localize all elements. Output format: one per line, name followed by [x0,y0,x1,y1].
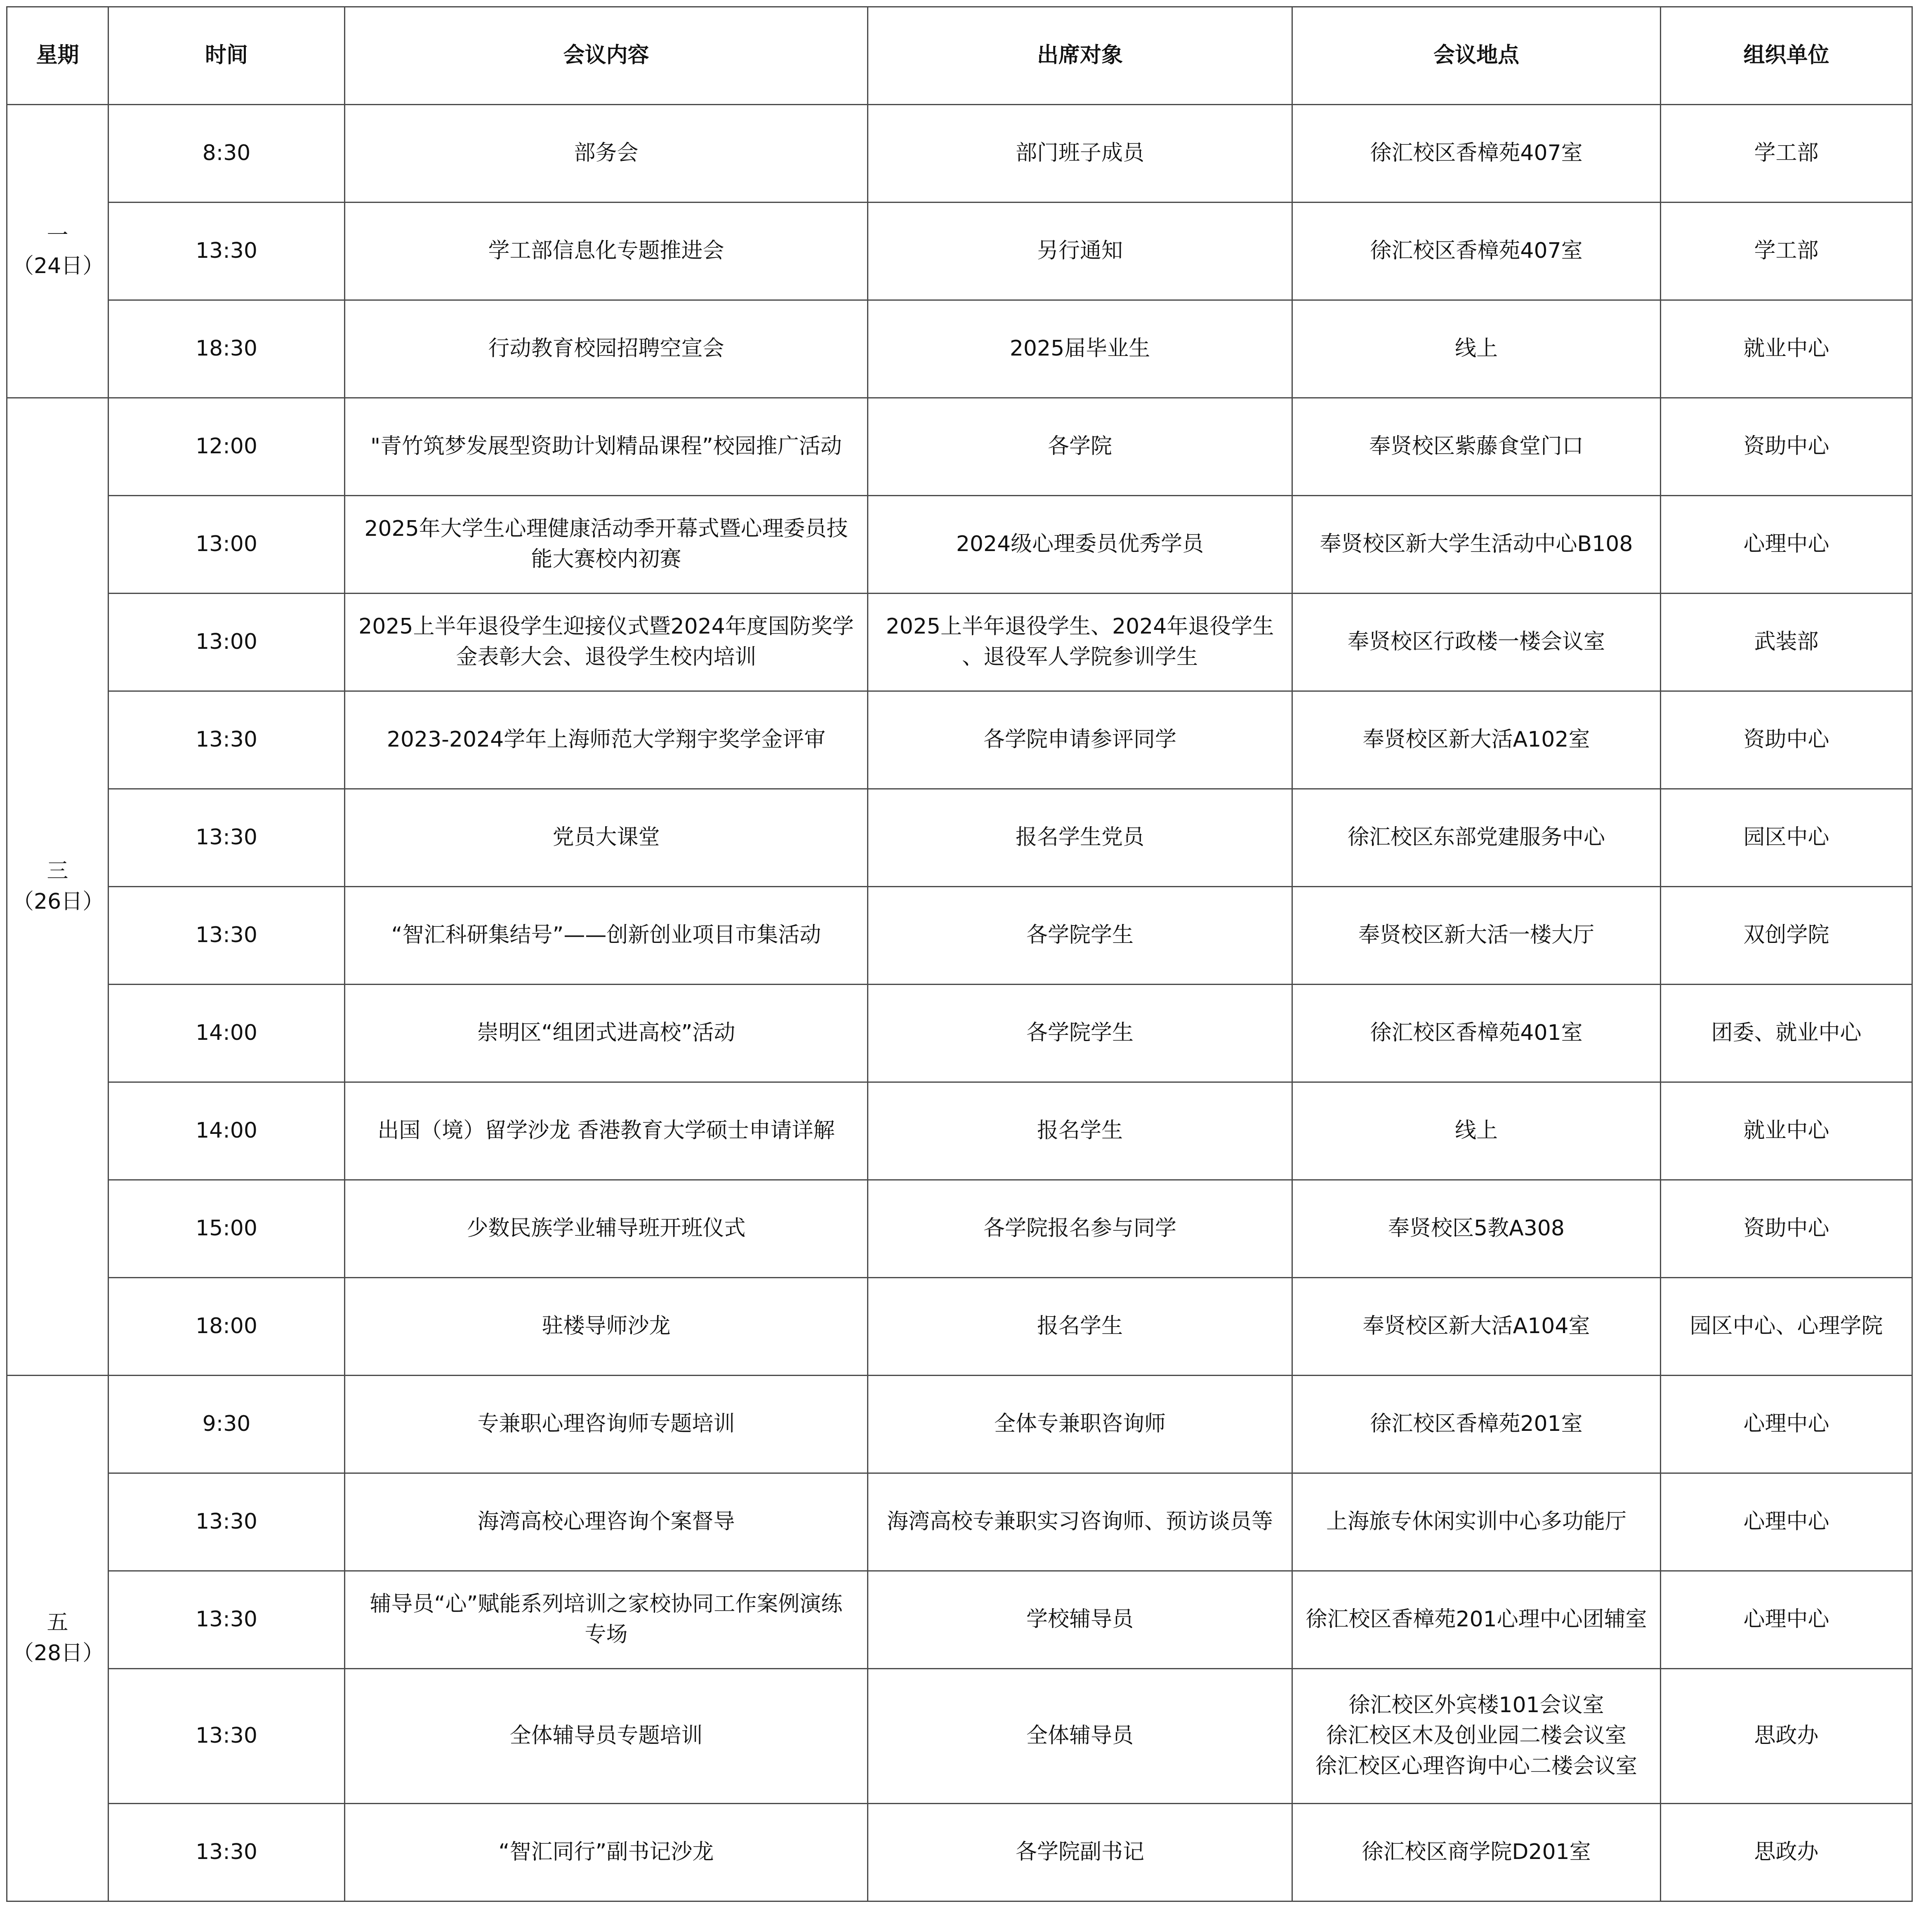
attendees-line: 另行通知 [1037,238,1123,264]
attendees-cell [868,398,1292,496]
location-line: 奉贤校区新大活一楼大厅 [1358,923,1594,948]
content-line: “智汇同行”副书记沙龙 [498,1840,714,1865]
attendees-cell [868,1180,1292,1278]
time-cell: 13:00 [108,594,345,691]
content-line: 部务会 [574,141,639,166]
attendees-line: 各学院学生 [1026,923,1134,948]
organizer-cell: 心理中心 [1661,1571,1912,1669]
location-cell [1292,398,1661,496]
attendees-cell [868,1669,1292,1804]
location-cell [1292,985,1661,1082]
location-cell [1292,1804,1661,1901]
header-time: 时间 [108,7,345,105]
content-line: 崇明区“组团式进高校”活动 [477,1020,735,1046]
content-line: 学工部信息化专题推进会 [488,238,724,264]
table-row [7,594,1912,691]
table-row [7,691,1912,789]
header-weekday: 星期 [7,7,108,105]
weekday-label: 五 [47,1610,68,1635]
content-cell [345,398,868,496]
table-row [7,300,1912,398]
content-cell [345,1571,868,1669]
location-line: 奉贤校区新大学生活动中心B108 [1320,532,1633,557]
content-cell [345,300,868,398]
organizer-cell: 就业中心 [1661,300,1912,398]
time-cell: 12:00 [108,398,345,496]
content-line: "青竹筑梦发展型资助计划精品课程”校园推广活动 [370,434,842,459]
content-line: 党员大课堂 [552,825,660,850]
content-line: 能大赛校内初赛 [531,547,681,572]
content-cell [345,887,868,985]
attendees-line: 报名学生 [1037,1118,1123,1143]
attendees-line: 全体辅导员 [1026,1723,1134,1748]
location-cell [1292,1376,1661,1473]
location-line: 徐汇校区东部党建服务中心 [1347,825,1605,850]
location-cell [1292,300,1661,398]
weekday-cell [7,398,108,1376]
attendees-cell [868,887,1292,985]
location-cell [1292,594,1661,691]
organizer-cell: 武装部 [1661,594,1912,691]
time-cell: 18:00 [108,1278,345,1376]
table-row [7,1082,1912,1180]
content-line: 金表彰大会、退役学生校内培训 [456,645,757,669]
table-row [7,1669,1912,1804]
location-line: 奉贤校区新大活A102室 [1362,727,1590,752]
time-cell: 13:30 [108,203,345,300]
weekday-cell [7,105,108,398]
location-line: 徐汇校区香樟苑407室 [1370,141,1583,166]
attendees-line: 各学院副书记 [1015,1840,1144,1865]
organizer-cell: 园区中心 [1661,789,1912,887]
attendees-cell [868,691,1292,789]
content-cell [345,1376,868,1473]
location-line: 徐汇校区香樟苑407室 [1370,238,1583,264]
time-cell: 8:30 [108,105,345,203]
content-line: 专场 [585,1622,628,1647]
content-line: 2023-2024学年上海师范大学翔宇奖学金评审 [387,727,826,752]
time-cell: 13:30 [108,789,345,887]
table-row [7,496,1912,594]
organizer-cell: 学工部 [1661,105,1912,203]
organizer-cell: 思政办 [1661,1804,1912,1901]
content-line: 2025年大学生心理健康活动季开幕式暨心理委员技 [364,516,848,542]
location-cell [1292,203,1661,300]
content-cell [345,691,868,789]
attendees-line: 各学院 [1047,434,1112,459]
attendees-line: 2025届毕业生 [1009,336,1150,361]
organizer-cell: 就业中心 [1661,1082,1912,1180]
schedule-body [7,105,1912,1901]
table-row [7,1473,1912,1571]
attendees-line: 报名学生党员 [1015,825,1144,850]
location-cell [1292,1180,1661,1278]
attendees-line: 2024级心理委员优秀学员 [956,532,1204,557]
attendees-cell [868,1473,1292,1571]
organizer-cell: 学工部 [1661,203,1912,300]
location-line: 奉贤校区5教A308 [1388,1216,1565,1241]
organizer-cell: 资助中心 [1661,398,1912,496]
weekday-label: 一 [47,223,68,248]
location-line: 线上 [1454,336,1498,361]
table-row [7,1278,1912,1376]
weekday-label: （26日） [12,889,104,914]
attendees-line: 2025上半年退役学生、2024年退役学生 [886,614,1274,639]
organizer-cell: 心理中心 [1661,1376,1912,1473]
time-cell: 13:30 [108,1473,345,1571]
attendees-line: 、退役军人学院参训学生 [962,645,1198,669]
attendees-cell [868,1804,1292,1901]
attendees-cell [868,300,1292,398]
attendees-line: 海湾高校专兼职实习咨询师、预访谈员等 [886,1509,1273,1534]
table-row [7,1804,1912,1901]
location-line: 徐汇校区心理咨询中心二楼会议室 [1315,1753,1637,1779]
content-cell [345,105,868,203]
organizer-cell: 心理中心 [1661,496,1912,594]
location-cell [1292,1571,1661,1669]
time-cell: 13:30 [108,1571,345,1669]
attendees-cell [868,105,1292,203]
content-cell [345,496,868,594]
weekday-cell [7,1376,108,1901]
weekday-label: （24日） [12,254,104,278]
content-line: 出国（境）留学沙龙 香港教育大学硕士申请详解 [377,1118,835,1143]
location-cell [1292,105,1661,203]
organizer-cell: 资助中心 [1661,691,1912,789]
location-cell [1292,1669,1661,1804]
attendees-cell [868,496,1292,594]
content-line: 海湾高校心理咨询个案督导 [477,1509,735,1534]
content-cell [345,1278,868,1376]
location-line: 上海旅专休闲实训中心多功能厅 [1326,1509,1626,1534]
attendees-line: 各学院申请参评同学 [983,727,1176,752]
header-organizer: 组织单位 [1661,7,1912,105]
attendees-line: 学校辅导员 [1026,1607,1134,1632]
content-cell [345,1669,868,1804]
content-line: 辅导员“心”赋能系列培训之家校协同工作案例演练 [370,1592,843,1617]
location-line: 线上 [1454,1118,1498,1143]
content-cell [345,1473,868,1571]
content-cell [345,1082,868,1180]
table-row [7,398,1912,496]
location-cell [1292,691,1661,789]
time-cell: 13:30 [108,1804,345,1901]
content-line: 2025上半年退役学生迎接仪式暨2024年度国防奖学 [358,614,854,639]
table-row [7,203,1912,300]
time-cell: 15:00 [108,1180,345,1278]
meeting-schedule-table [6,6,1913,1902]
attendees-cell [868,1278,1292,1376]
location-cell [1292,789,1661,887]
content-line: 全体辅导员专题培训 [509,1723,703,1748]
attendees-cell [868,985,1292,1082]
header-content: 会议内容 [345,7,868,105]
attendees-cell [868,1082,1292,1180]
table-row [7,985,1912,1082]
content-line: 驻楼导师沙龙 [542,1314,671,1339]
content-cell [345,1180,868,1278]
time-cell: 13:00 [108,496,345,594]
table-row [7,1376,1912,1473]
table-row [7,105,1912,203]
weekday-label: 三 [47,858,68,884]
time-cell: 13:30 [108,1669,345,1804]
attendees-cell [868,1571,1292,1669]
location-cell [1292,1473,1661,1571]
header-attendees: 出席对象 [868,7,1292,105]
time-cell: 13:30 [108,691,345,789]
location-line: 徐汇校区木及创业园二楼会议室 [1326,1723,1626,1748]
time-cell: 9:30 [108,1376,345,1473]
content-line: 行动教育校园招聘空宣会 [488,336,724,361]
location-line: 奉贤校区新大活A104室 [1362,1314,1590,1339]
header-row [7,7,1912,105]
table-row [7,1180,1912,1278]
location-line: 徐汇校区商学院D201室 [1362,1840,1591,1865]
location-cell [1292,1278,1661,1376]
content-cell [345,789,868,887]
content-line: “智汇科研集结号”——创新创业项目市集活动 [391,923,821,948]
location-line: 徐汇校区香樟苑201心理中心团辅室 [1306,1607,1647,1632]
weekday-label: （28日） [12,1641,104,1666]
attendees-line: 全体专兼职咨询师 [994,1411,1166,1437]
attendees-line: 报名学生 [1037,1314,1123,1339]
time-cell: 14:00 [108,985,345,1082]
content-line: 专兼职心理咨询师专题培训 [477,1411,735,1437]
location-line: 徐汇校区香樟苑401室 [1370,1020,1583,1046]
location-cell [1292,496,1661,594]
organizer-cell: 双创学院 [1661,887,1912,985]
organizer-cell: 团委、就业中心 [1661,985,1912,1082]
content-cell [345,203,868,300]
organizer-cell: 资助中心 [1661,1180,1912,1278]
organizer-cell: 心理中心 [1661,1473,1912,1571]
organizer-cell: 思政办 [1661,1669,1912,1804]
attendees-cell [868,594,1292,691]
time-cell: 18:30 [108,300,345,398]
location-line: 奉贤校区行政楼一楼会议室 [1347,629,1605,655]
content-line: 少数民族学业辅导班开班仪式 [467,1216,746,1241]
content-cell [345,1804,868,1901]
location-cell [1292,887,1661,985]
content-cell [345,985,868,1082]
time-cell: 13:30 [108,887,345,985]
attendees-line: 部门班子成员 [1015,141,1144,166]
attendees-line: 各学院学生 [1026,1020,1134,1046]
location-cell [1292,1082,1661,1180]
attendees-cell [868,203,1292,300]
location-line: 徐汇校区外宾楼101会议室 [1348,1693,1604,1718]
location-line: 徐汇校区香樟苑201室 [1370,1411,1583,1437]
attendees-line: 各学院报名参与同学 [983,1216,1176,1241]
table-row [7,887,1912,985]
header-location: 会议地点 [1292,7,1661,105]
table-row [7,1571,1912,1669]
content-cell [345,594,868,691]
table-row [7,789,1912,887]
attendees-cell [868,789,1292,887]
organizer-cell: 园区中心、心理学院 [1661,1278,1912,1376]
attendees-cell [868,1376,1292,1473]
location-line: 奉贤校区紫藤食堂门口 [1369,434,1584,459]
time-cell: 14:00 [108,1082,345,1180]
